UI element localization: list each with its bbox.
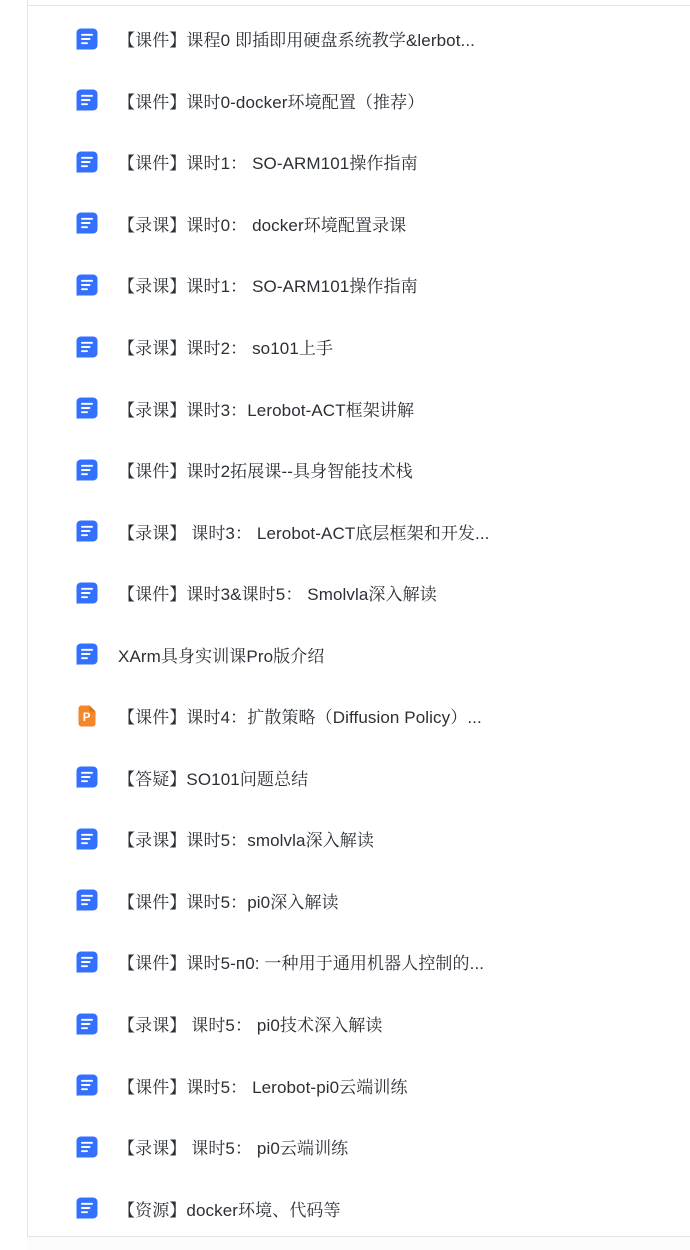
doc-file-icon xyxy=(75,88,99,112)
doc-file-icon xyxy=(75,335,99,359)
list-item-title: 【课件】课程0 即插即用硬盘系统教学&lerbot... xyxy=(118,31,476,51)
doc-file-icon xyxy=(75,396,99,420)
list-item[interactable] xyxy=(28,193,690,255)
list-item-title: 【录课】 课时3： Lerobot-ACT底层框架和开发... xyxy=(118,523,490,543)
doc-file-icon xyxy=(75,827,99,851)
list-item-title: 【课件】课时1： SO-ARM101操作指南 xyxy=(118,154,418,174)
svg-text:P: P xyxy=(82,711,91,724)
list-item-title: 【课件】课时4：扩散策略（Diffusion Policy）... xyxy=(118,708,482,728)
list-item-title: 【录课】课时5：smolvla深入解读 xyxy=(118,831,374,851)
list-item[interactable] xyxy=(28,254,690,316)
list-item[interactable] xyxy=(28,70,690,132)
list-item[interactable] xyxy=(28,870,690,932)
list-item-title: 【课件】课时5-п0: 一种用于通用机器人控制的... xyxy=(118,954,485,974)
list-item-title: 【课件】课时5：pi0深入解读 xyxy=(118,892,339,912)
doc-file-icon xyxy=(75,1135,99,1159)
doc-file-icon xyxy=(75,1073,99,1097)
list-item-title: 【课件】课时3&课时5： Smolvla深入解读 xyxy=(118,585,437,605)
doc-file-icon xyxy=(75,458,99,482)
doc-file-icon xyxy=(75,150,99,174)
doc-file-icon xyxy=(75,888,99,912)
doc-file-icon xyxy=(75,1012,99,1036)
list-item[interactable] xyxy=(28,316,690,378)
list-item-title: 【录课】课时2： so101上手 xyxy=(118,339,334,358)
list-item-title: 【录课】课时3：Lerobot-ACT框架讲解 xyxy=(118,400,415,420)
list-item[interactable] xyxy=(28,685,690,747)
list-item-title: 【录课】 课时5： pi0技术深入解读 xyxy=(118,1016,383,1036)
ppt-file-icon xyxy=(75,704,99,728)
list-item[interactable] xyxy=(28,377,690,439)
list-item-title: 【录课】课时0： docker环境配置录课 xyxy=(118,215,407,235)
doc-file-icon xyxy=(75,950,99,974)
doc-file-icon xyxy=(75,27,99,51)
list-item[interactable] xyxy=(28,808,690,870)
list-item[interactable] xyxy=(28,623,690,685)
list-item-title: 【录课】课时1： SO-ARM101操作指南 xyxy=(118,277,418,297)
doc-file-icon xyxy=(75,765,99,789)
list-item[interactable] xyxy=(28,439,690,501)
list-item[interactable] xyxy=(28,131,690,193)
doc-file-icon xyxy=(75,581,99,605)
list-item-title: 【课件】课时5： Lerobot-pi0云端训练 xyxy=(118,1077,408,1097)
list-item-title: 【答疑】SO101问题总结 xyxy=(118,769,309,789)
list-item[interactable] xyxy=(28,8,690,70)
list-item[interactable] xyxy=(28,1116,690,1178)
list-item[interactable] xyxy=(28,931,690,993)
list-item-title: 【录课】 课时5： pi0云端训练 xyxy=(118,1139,349,1159)
doc-file-icon xyxy=(75,1196,99,1220)
list-item[interactable] xyxy=(28,747,690,809)
list-item[interactable] xyxy=(28,993,690,1055)
list-item[interactable] xyxy=(28,1054,690,1116)
list-item-title: 【课件】课时2拓展课--具身智能技术栈 xyxy=(118,462,413,482)
doc-file-icon xyxy=(75,519,99,543)
list-item[interactable] xyxy=(28,1177,690,1239)
list-item[interactable] xyxy=(28,562,690,624)
doc-file-icon xyxy=(75,273,99,297)
doc-file-icon xyxy=(75,211,99,235)
list-item-title: XArm具身实训课Pro版介绍 xyxy=(118,646,325,666)
bottom-strip xyxy=(28,1237,690,1250)
list-item[interactable] xyxy=(28,500,690,562)
doc-file-icon xyxy=(75,642,99,666)
list-item-title: 【资源】docker环境、代码等 xyxy=(118,1200,341,1220)
list-item-title: 【课件】课时0-docker环境配置（推荐） xyxy=(118,92,425,112)
document-list xyxy=(28,6,690,1239)
